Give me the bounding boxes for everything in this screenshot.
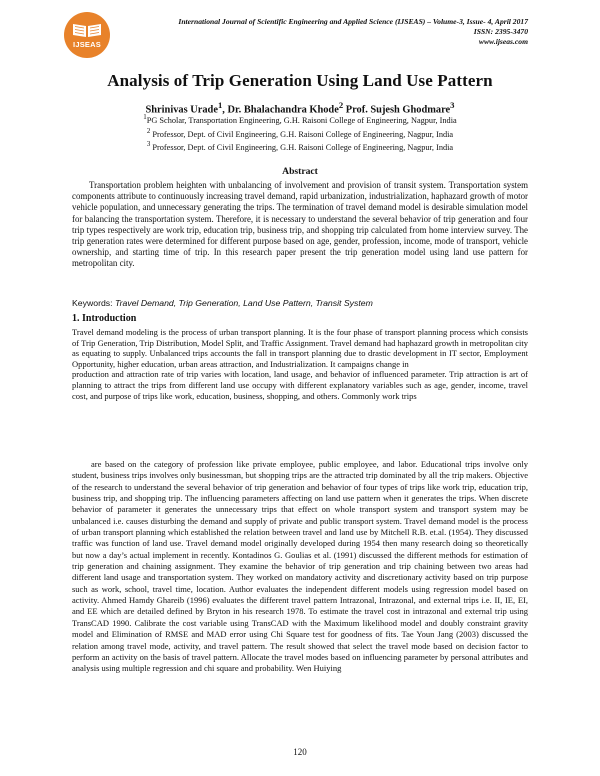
keywords-text: Travel Demand, Trip Generation, Land Use Pattern, Transit System <box>114 298 373 308</box>
paper-title: Analysis of Trip Generation Using Land Use Pattern <box>107 71 493 90</box>
page-number: 120 <box>293 747 307 757</box>
journal-header <box>178 17 528 47</box>
affiliation-sup: 1 <box>143 114 147 121</box>
section-heading: 1. Introduction <box>72 313 137 324</box>
author-sep: , <box>222 104 228 116</box>
author-sup: 2 <box>338 100 344 110</box>
logo-text: IJSEAS <box>73 40 101 49</box>
journal-website: www.ijseas.com <box>478 37 528 46</box>
abstract-text: Transportation problem heighten with unbalancing of involvement and provision of transit system. Transportation system components attribute to continuously increasing travel demand, rapid urbanization, industrialization, haphazard growth of motor vehicle population, and unnecessary generating the trips. The termination of travel demand model is desirable simulation model for balancing the transportation system. Therefore, it is necessary to understand the several behavior of trip generation and four trip types respectively are work trip, education trip, business trip, and shopping trip calculated from home interview survey. The trip generation rates were determined for different purpose based on age, gender, profession, income, mode of transport, vehicle ownership, and starting time of trip. In this research paper present the trip generation model using land use pattern for metropolitan city. <box>72 180 528 269</box>
affiliation <box>0 128 600 139</box>
issn: ISSN: 2395-3470 <box>473 27 528 36</box>
journal-name: International Journal of Scientific Engineering and Applied Science (IJSEAS) – Volume-3, Issue- 4, April 2017 <box>178 17 528 26</box>
intro-paragraph <box>72 327 528 401</box>
author-name: Prof. Sujesh Ghodmare <box>345 104 451 116</box>
affiliation <box>0 114 600 125</box>
author-name: Shrinivas Urade <box>145 104 218 116</box>
affiliation-text: Professor, Dept. of Civil Engineering, G.H. Raisoni College of Engineering, Nagpur, India <box>152 129 454 139</box>
open-book-icon <box>64 12 110 58</box>
author-name: Dr. Bhalachandra Khode <box>227 104 339 116</box>
keywords <box>72 298 528 308</box>
affiliation <box>0 141 600 152</box>
keywords-label: Keywords: <box>72 298 113 308</box>
author-sup: 3 <box>450 100 455 110</box>
author-sup: 1 <box>217 100 223 110</box>
affiliation-text: PG Scholar, Transportation Engineering, G.H. Raisoni College of Engineering, Nagpur, India <box>146 115 457 125</box>
affiliation-text: Professor, Dept. of Civil Engineering, G.H. Raisoni College of Engineering, Nagpur, India <box>152 142 454 152</box>
intro-paragraph-part: Travel demand modeling is the process of urban transport planning. It is the four phase of transport planning process which consists of Trip Generation, Trip Distribution, Model Split, and Traffic Assignment. Travel demand had haphazard growth in metropolitan city as equating to supply. Unbalanced trips accounts the fall in transport planning due to drastic development in IT sector, Employment Opportunity, higher education, urban areas attraction, and Industrialization. It campaigns change in <box>72 327 528 369</box>
intro-paragraph: are based on the category of profession like private employee, public employee, and labor. Educational trips involve only student, business trips involves only businessman, but shopping trips are the attracted trip dominated by all the trip makers. Objective of the research to understand the several behavior of trip generation and behavior of four types of trips like work trip, education trip, business trip, and shopping trip. The influencing parameters affecting on land use pattern when it generates the trips. When discrete behavior of parameter it generates the unnecessary trips that effect on whole transport system and transport system may be unbalanced i.e. causes disturbing the demand and supply of private and public transport system. Travel demand model is the process of urban transport planning which established the relation between travel and land use by Mitchell R.B. et.al. (1954). They discussed traffic was function of land use. Travel demand model originally developed during 1954 then many research doing so theoretically but now a day’s actual implement in recently. Kontadinos G. Goulias et al. (1991) discussed the different methods for estimation of trip generation and chaining assignment. They examine the behavior of trip generation and trip chaining between two areas had different land usage and transportation system. They worked on mandatory activity and discretionary activity based on trip purpose such as work, school, travel time, location. Author evaluates the independent different models using regression model based on activity. Ahmed Hamdy Ghareib (1996) evaluates the different travel pattern Intrazonal, Intrazonal, and external trips i.e. II, IE, EI, and EE which are detailed defined by Bryton in his research 1978. To estimate the travel cost in intrazonal and external trip using TransCAD 1990. Calibrate the cost variable using TransCAD with the Maximum likelihood model and doubly constraint gravity model and Elimination of RMSE and MAD error using Chi Square test for goodness of fits. Tae Youn Jang (2003) discussed the relation among travel mode, activity, and travel pattern. The result showed that select the travel mode based on decision factor to perform an activity on the basis of travel pattern. Allocate the travel modes based on influencing parameter by personal attributes and analysis using multiple regression and chi square and probability. Wen Huiying <box>72 459 528 674</box>
affiliation-sup: 3 <box>146 141 151 148</box>
abstract-heading: Abstract <box>282 166 318 177</box>
intro-paragraph-part: production and attraction rate of trip varies with location, land usage, and behavior of influenced parameter. Trip attraction is art of planning to attract the trips from different land use occupy with different explanatory variables such as age, gender, income, travel cost, and purpose of trips like work, education, business, shopping, and others. Commonly work trips <box>72 369 528 401</box>
affiliation-sup: 2 <box>146 128 151 135</box>
journal-logo <box>64 12 110 58</box>
